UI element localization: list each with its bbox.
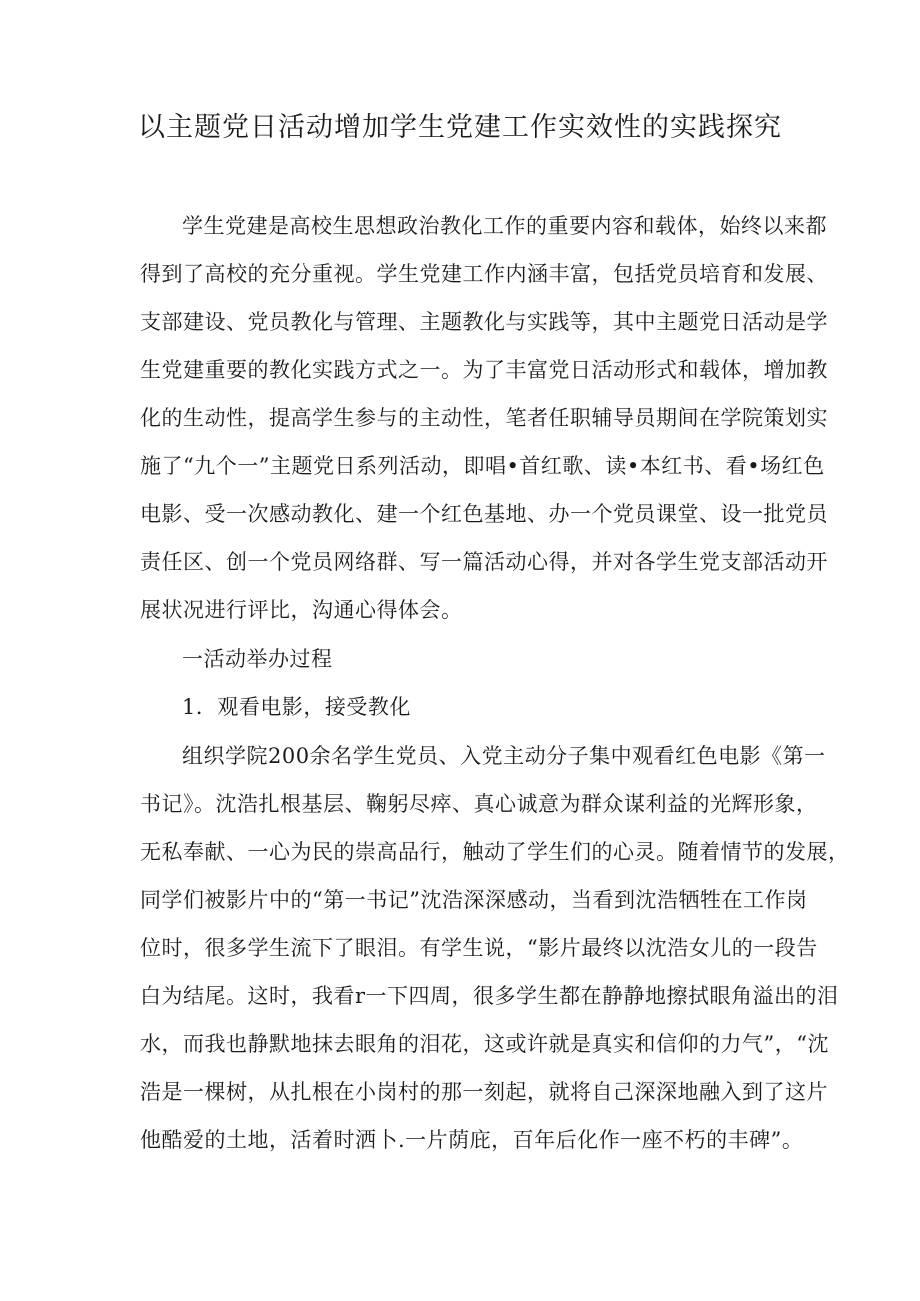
- paragraph-line: 得到了高校的充分重视。学生党建工作内涵丰富，包括党员培育和发展、: [140, 262, 828, 286]
- paragraph-line: 展状况进行评比，沟通心得体会。: [140, 598, 463, 622]
- paragraph-line: 生党建重要的教化实践方式之一。为了丰富党日活动形式和载体，增加教: [140, 358, 828, 382]
- document-title: 以主题党日活动增加学生党建工作实效性的实践探究: [138, 112, 782, 143]
- paragraph-line: 化的生动性，提高学生参与的主动性，笔者任职辅导员期间在学院策划实: [140, 406, 828, 430]
- paragraph-line: 位时，很多学生流下了眼泪。有学生说，“影片最终以沈浩女儿的一段告: [140, 936, 818, 960]
- paragraph-line: 书记》。沈浩扎根基层、鞠躬尽瘁、真心诚意为群众谋利益的光辉形象，: [140, 792, 818, 816]
- paragraph-line: 白为结尾。这时，我看r一下四周，很多学生都在静静地擦拭眼角溢出的泪: [140, 984, 839, 1008]
- paragraph-line: 同学们被影片中的“第一书记”沈浩深深感动，当看到沈浩牺牲在工作岗: [140, 888, 808, 912]
- paragraph-line: 责任区、创一个党员网络群、写一篇活动心得，并对各学生党支部活动开: [140, 550, 828, 574]
- paragraph-line: 水，而我也静默地抹去眼角的泪花，这或许就是真实和信仰的力气”，“沈: [140, 1032, 829, 1056]
- section-heading: 一活动举办过程: [182, 647, 333, 671]
- subsection-heading: 1．观看电影，接受教化: [182, 695, 411, 719]
- paragraph-line: 浩是一棵树，从扎根在小岗村的那一刻起，就将自己深深地融入到了这片: [140, 1080, 828, 1104]
- paragraph-line: 支部建设、党员教化与管理、主题教化与实践等，其中主题党日活动是学: [140, 310, 828, 334]
- paragraph-line: 学生党建是高校生思想政治教化工作的重要内容和载体，始终以来都: [182, 214, 827, 238]
- paragraph-line: 电影、受一次感动教化、建一个红色基地、办一个党员课堂、设一批党员: [140, 502, 828, 526]
- paragraph-line: 施了“九个一”主题党日系列活动，即唱•首红歌、读•本红书、看•场红色: [140, 454, 825, 478]
- paragraph-line: 无私奉献、一心为民的崇高品行，触动了学生们的心灵。随着情节的发展，: [140, 840, 850, 864]
- paragraph-line: 组织学院200余名学生党员、入党主动分子集中观看红色电影《第一: [182, 744, 826, 768]
- paragraph-line: 他酷爱的土地，活着时洒卜.一片荫庇，百年后化作一座不朽的丰碑”。: [140, 1128, 804, 1152]
